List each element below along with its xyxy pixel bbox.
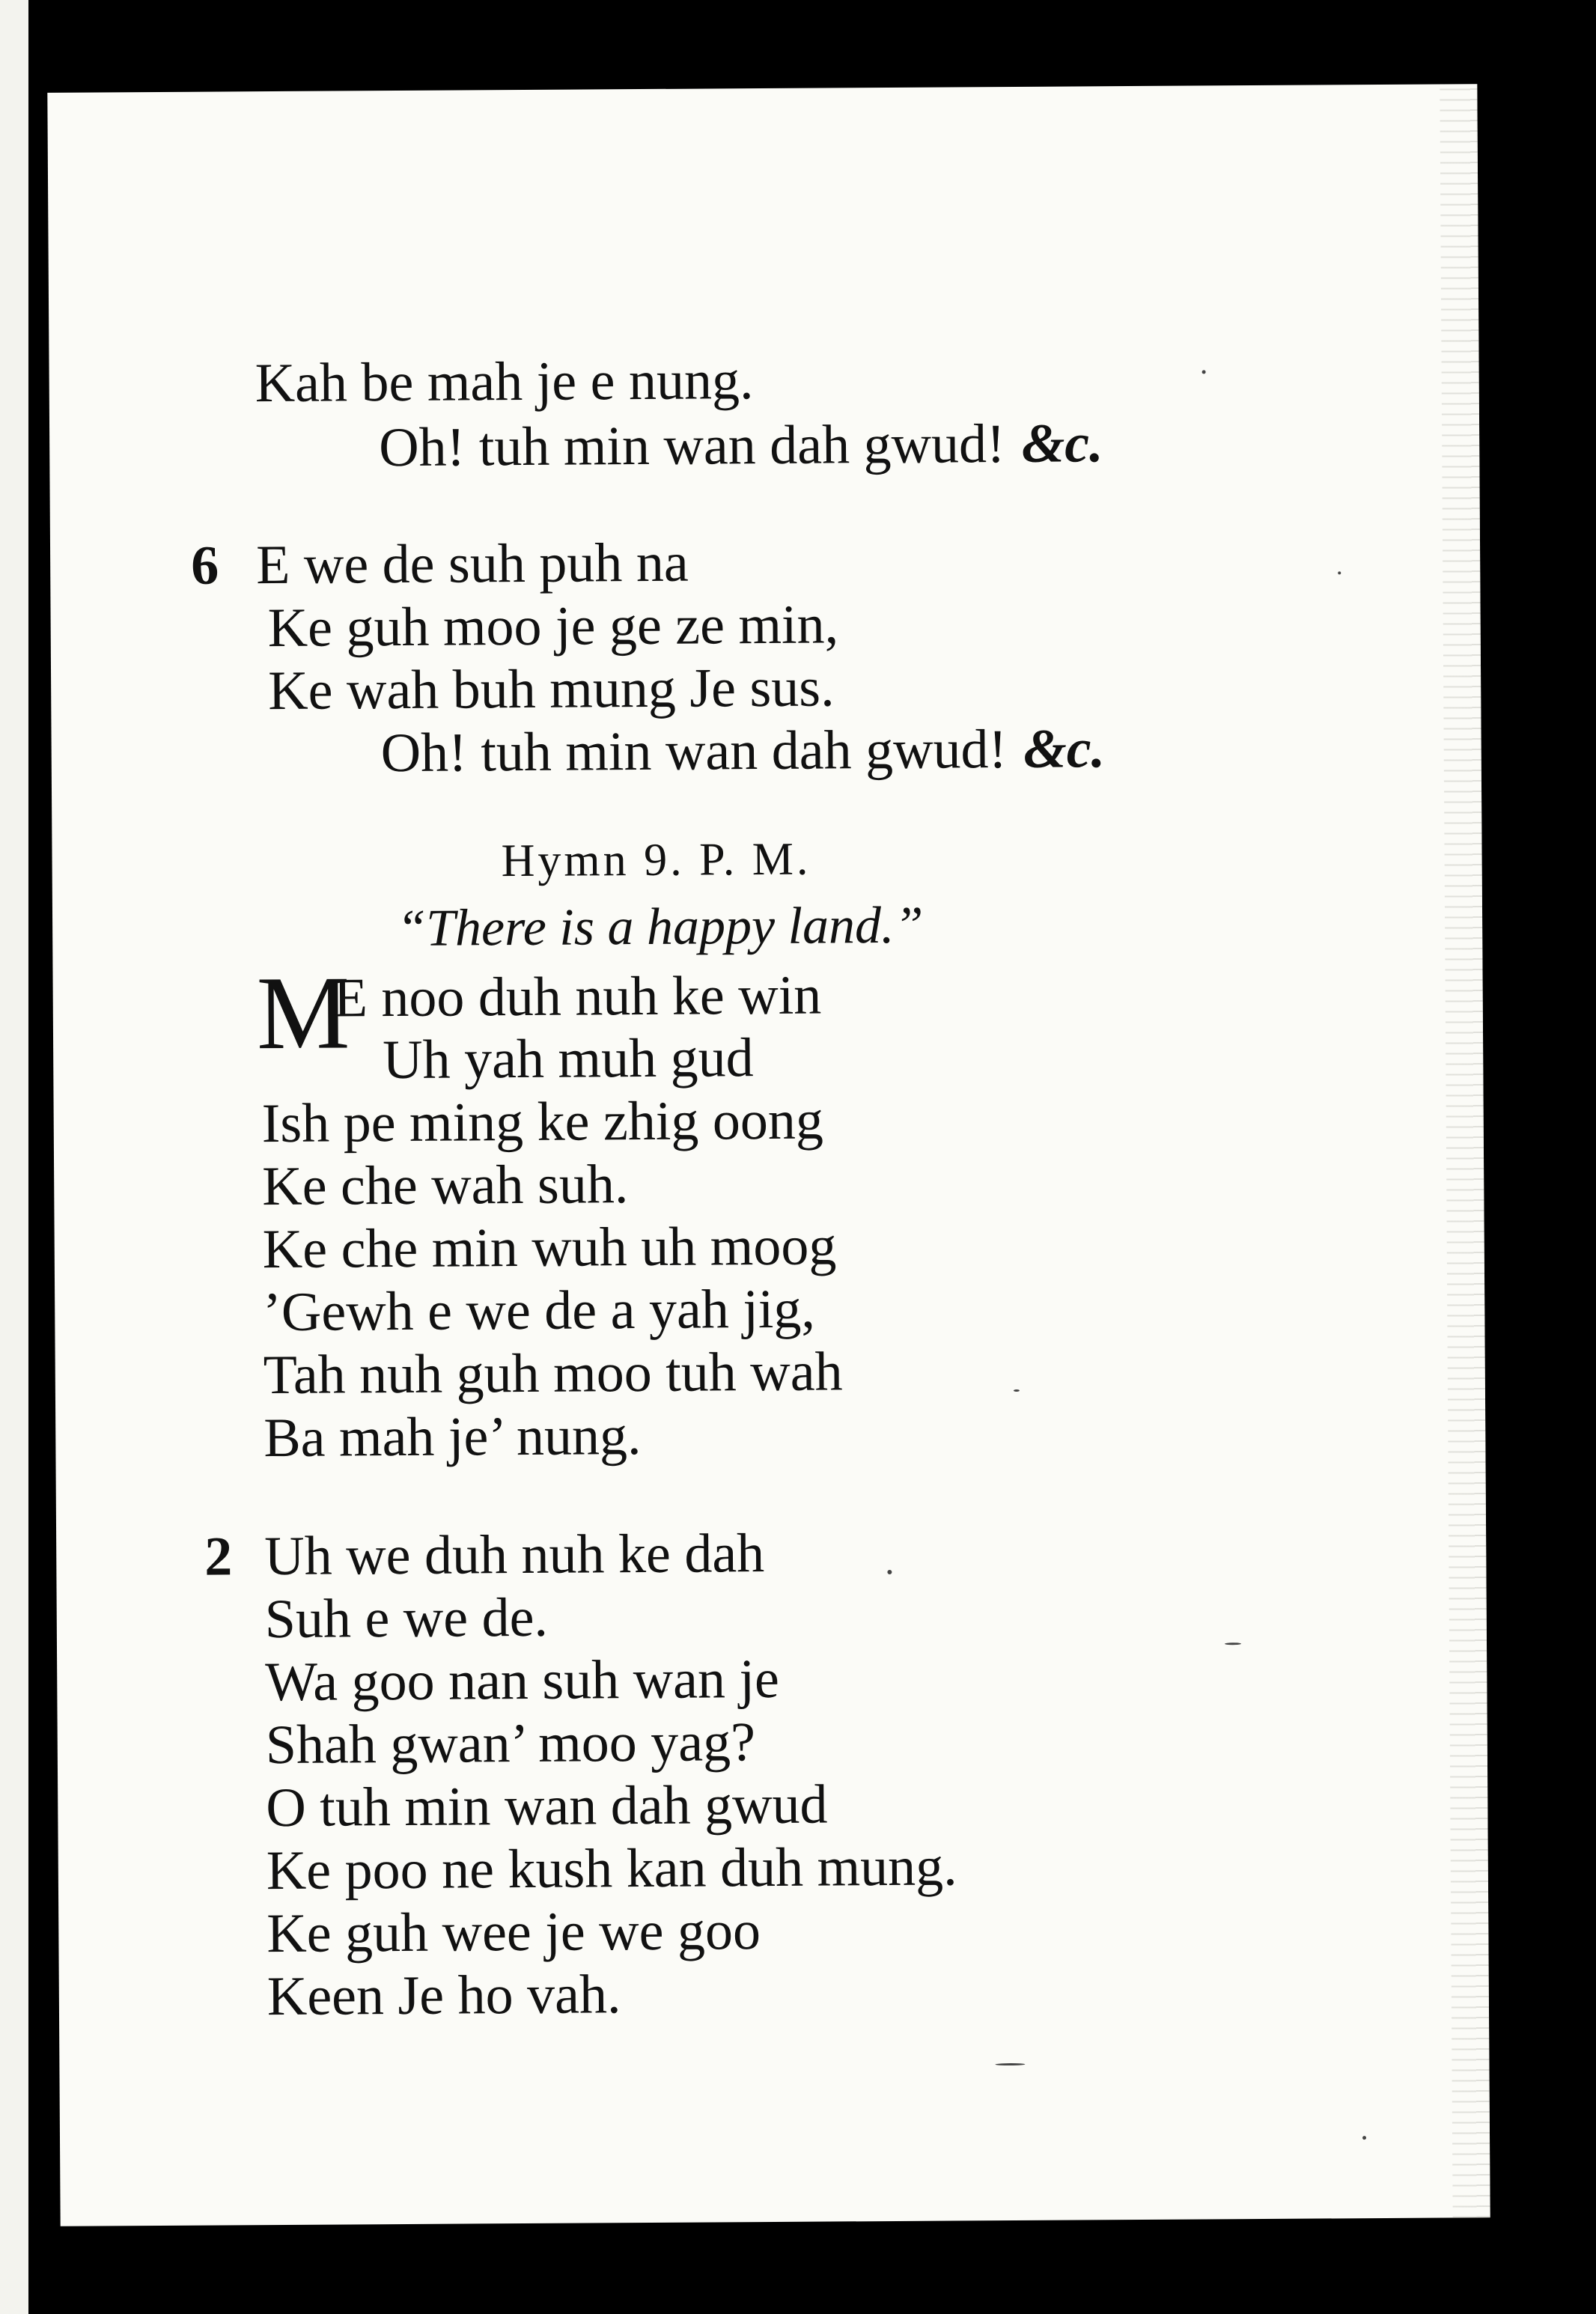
hymn-heading: Hymn 9. P. M. — [501, 833, 811, 887]
verse2-line-5: O tuh min wan dah gwud — [266, 1773, 828, 1839]
hymn-line-5: Ke che min wuh uh moog — [262, 1215, 837, 1281]
verse6-line-2: Ke guh moo je ge ze min, — [267, 594, 839, 660]
print-speck — [995, 2063, 1025, 2065]
verse2-line-6: Ke poo ne kush kan duh mung. — [266, 1836, 957, 1902]
refrain-text: Oh! tuh min wan dah gwud! — [380, 719, 1008, 785]
verse6-line-3: Ke wah buh mung Je sus. — [267, 657, 835, 722]
verse5-line-1: Kah be mah je e nung. — [255, 350, 754, 415]
drop-cap: M — [256, 954, 350, 1072]
book-page — [47, 84, 1490, 2226]
verse2-line-8: Keen Je ho vah. — [266, 1964, 621, 2028]
print-speck — [1202, 370, 1206, 374]
hymn-line-2: Uh yah muh gud — [382, 1027, 754, 1091]
hymn-subtitle: “There is a happy land.” — [396, 896, 924, 958]
verse6-line-1: E we de suh puh na — [255, 532, 689, 597]
verse-number: 6 — [190, 535, 219, 597]
verse-number: 2 — [204, 1526, 233, 1588]
verse2-line-4: Shah gwan’ moo yag? — [265, 1711, 756, 1776]
refrain-etc: &c. — [1023, 718, 1106, 780]
verse2-line-2: Suh e we de. — [264, 1586, 549, 1651]
refrain-etc: &c. — [1021, 412, 1103, 475]
verse5-refrain — [378, 412, 1103, 479]
print-speck — [1225, 1642, 1241, 1645]
verse2-line-3: Wa goo nan suh wan je — [265, 1648, 780, 1714]
hymn-line-7: Tah nuh guh moo tuh wah — [263, 1341, 843, 1407]
print-speck — [887, 1570, 892, 1574]
verse6-refrain — [380, 718, 1106, 785]
print-speck — [1014, 1389, 1020, 1392]
verse2-line-1: Uh we duh nuh ke dah — [264, 1523, 765, 1588]
hymn-line-3: Ish pe ming ke zhig oong — [261, 1089, 824, 1155]
hymn-line-1: E noo duh nuh ke win — [333, 964, 822, 1029]
page-worn-edge — [1440, 84, 1490, 2217]
hymn-line-4: Ke che wah suh. — [261, 1154, 629, 1218]
print-speck — [1338, 571, 1341, 574]
page-binding-edge — [0, 0, 28, 2314]
hymn-line-6: ’Gewh e we de a yah jig, — [263, 1278, 816, 1344]
hymn-line-8: Ba mah je’ nung. — [264, 1405, 642, 1470]
verse2-line-7: Ke guh wee je we goo — [266, 1900, 761, 1965]
print-speck — [1362, 2136, 1366, 2140]
refrain-text: Oh! tuh min wan dah gwud! — [378, 413, 1005, 479]
